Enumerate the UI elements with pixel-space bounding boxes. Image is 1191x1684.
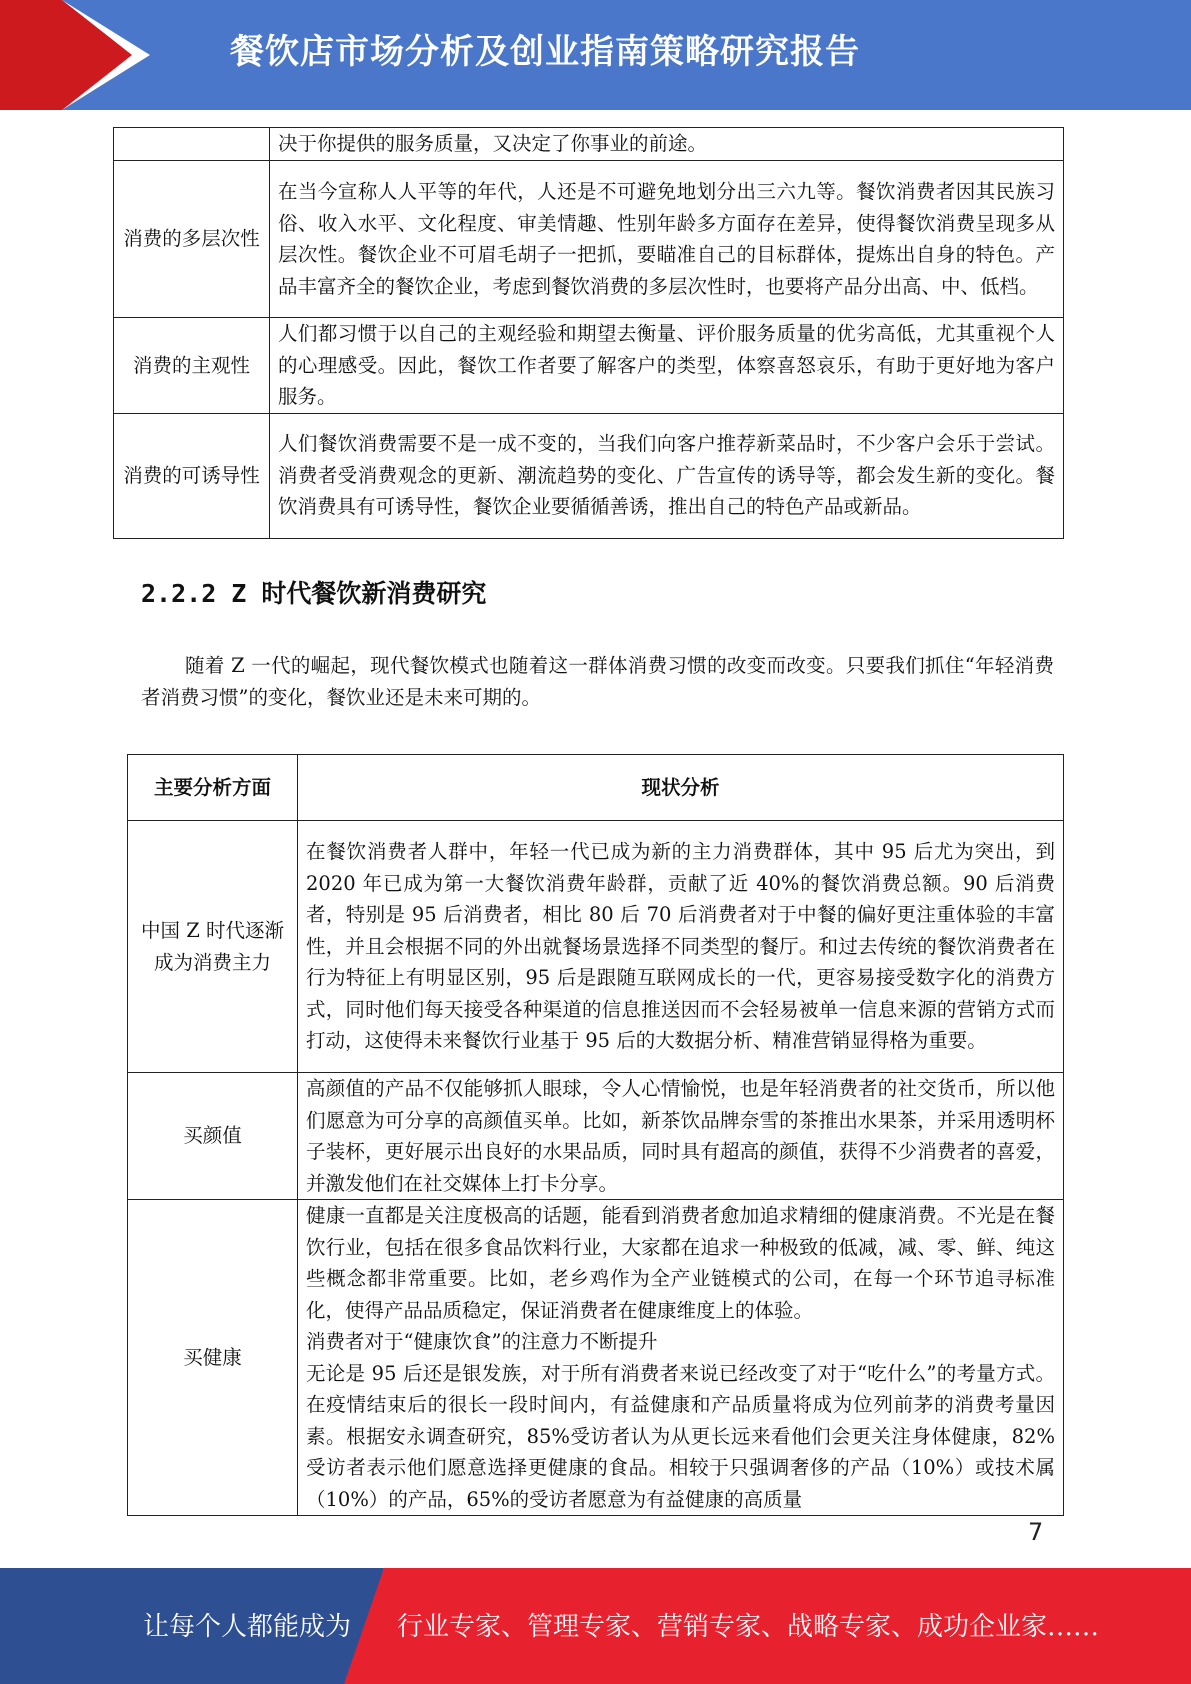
column-header: 主要分析方面 — [128, 755, 298, 821]
row-text: 高颜值的产品不仅能够抓人眼球，令人心情愉悦，也是年轻消费者的社交货币，所以他们愿意为可分享的高颜值买单。比如，新茶饮品牌奈雪的茶推出水果茶，并采用透明杯子装杯，更好展示出良好的水果品质，同时具有超高的颜值，获得不少消费者的喜爱，并激发他们在社交媒体上打卡分享。 — [298, 1073, 1064, 1200]
report-title: 餐饮店市场分析及创业指南策略研究报告 — [230, 32, 860, 72]
table-header-row — [128, 755, 1064, 821]
row-label: 买健康 — [128, 1200, 298, 1516]
row-text: 决于你提供的服务质量，又决定了你事业的前途。 — [270, 128, 1064, 161]
section-heading: 2.2.2 Z 时代餐饮新消费研究 — [141, 579, 487, 608]
row-label — [114, 128, 270, 161]
row-text: 无论是 95 后还是银发族，对于所有消费者来说已经改变了对于“吃什么”的考量方式。在疫情结束后的很长一段时间内，有益健康和产品质量将成为位列前茅的消费考量因素。根据安永调查研究，85%受访者认为从更长远来看他们会更关注身体健康，82%受访者表示他们愿意选择更健康的食品。相较于只强调奢侈的产品（10%）或技术属（10%）的产品，65%的受访者愿意为有益健康的高质量 — [306, 1361, 1055, 1511]
page-footer — [0, 1568, 1191, 1684]
table-row — [128, 1073, 1064, 1200]
row-subheading: 消费者对于“健康饮食”的注意力不断提升 — [306, 1330, 658, 1353]
row-text: 在餐饮消费者人群中，年轻一代已成为新的主力消费群体，其中 95 后尤为突出，到 2020 年已成为第一大餐饮消费年龄群，贡献了近 40%的餐饮消费总额。90 后消费者，特别是 95 后消费者，相比 80 后 70 后消费者对于中餐的偏好更注重体验的丰富性，并且会根据不同的外出就餐场景选择不同类型的餐厅。和过去传统的餐饮消费者在行为特征上有明显区别，95 后是跟随互联网成长的一代，更容易接受数字化的消费方式，同时他们每天接受各种渠道的信息推送因而不会轻易被单一信息来源的营销方式而打动，这使得未来餐饮行业基于 95 后的大数据分析、精准营销显得格为重要。 — [298, 821, 1064, 1073]
z-generation-analysis-table — [127, 754, 1064, 1516]
consumption-traits-table — [113, 127, 1064, 539]
footer-slogan-left: 让每个人都能成为 — [143, 1612, 352, 1642]
row-label: 消费的多层次性 — [114, 161, 270, 318]
row-label: 买颜值 — [128, 1073, 298, 1200]
row-label: 消费的主观性 — [114, 318, 270, 414]
table-row — [114, 128, 1064, 161]
section-paragraph: 随着 Z 一代的崛起，现代餐饮模式也随着这一群体消费习惯的改变而改变。只要我们抓住“年轻消费者消费习惯”的变化，餐饮业还是未来可期的。 — [141, 654, 1054, 709]
footer-slogan-right: 行业专家、管理专家、营销专家、战略专家、成功企业家…… — [397, 1612, 1100, 1642]
column-header: 现状分析 — [298, 755, 1064, 821]
table-row — [128, 1200, 1064, 1516]
row-text: 健康一直都是关注度极高的话题，能看到消费者愈加追求精细的健康消费。不光是在餐饮行业，包括在很多食品饮料行业，大家都在追求一种极致的低减，减、零、鲜、纯这些概念都非常重要。比如，老乡鸡作为全产业链模式的公司，在每一个环节追寻标准化，使得产品品质稳定，保证消费者在健康维度上的体验。 — [306, 1204, 1055, 1322]
page-number: 7 — [1028, 1518, 1044, 1546]
row-text: 人们餐饮消费需要不是一成不变的，当我们向客户推荐新菜品时，不少客户会乐于尝试。消费者受消费观念的更新、潮流趋势的变化、广告宣传的诱导等，都会发生新的变化。餐饮消费具有可诱导性，餐饮企业要循循善诱，推出自己的特色产品或新品。 — [270, 413, 1064, 538]
row-label: 消费的可诱导性 — [114, 413, 270, 538]
table-row — [114, 318, 1064, 414]
header-arrow-red — [62, 0, 132, 110]
page-header — [0, 0, 1191, 110]
table-row — [128, 821, 1064, 1073]
row-text: 在当今宣称人人平等的年代，人还是不可避免地划分出三六九等。餐饮消费者因其民族习俗、收入水平、文化程度、审美情趣、性别年龄多方面存在差异，使得餐饮消费呈现多从层次性。餐饮企业不可眉毛胡子一把抓，要瞄准自己的目标群体，提炼出自身的特色。产品丰富齐全的餐饮企业，考虑到餐饮消费的多层次性时，也要将产品分出高、中、低档。 — [270, 161, 1064, 318]
table-row — [114, 413, 1064, 538]
row-text: 人们都习惯于以自己的主观经验和期望去衡量、评价服务质量的优劣高低，尤其重视个人的心理感受。因此，餐饮工作者要了解客户的类型，体察喜怒哀乐，有助于更好地为客户服务。 — [270, 318, 1064, 414]
row-text-group — [298, 1200, 1064, 1516]
table-row — [114, 161, 1064, 318]
header-red-block — [0, 0, 62, 110]
row-label: 中国 Z 时代逐渐成为消费主力 — [128, 821, 298, 1073]
